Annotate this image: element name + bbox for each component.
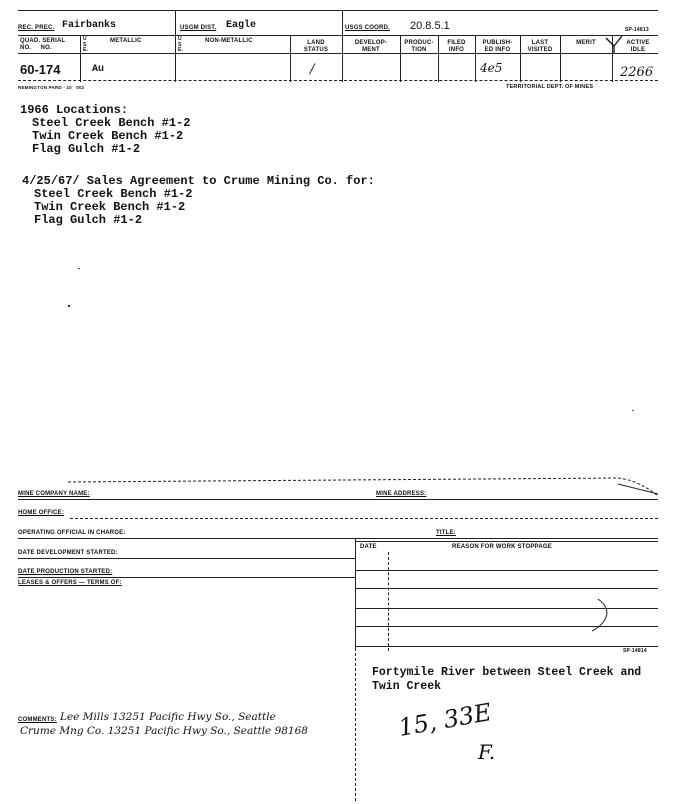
header-bottom-rule <box>18 80 658 81</box>
header-rule-2 <box>18 53 658 54</box>
location-item: Twin Creek Bench #1-2 <box>32 129 184 143</box>
location-item: Flag Gulch #1-2 <box>32 142 141 156</box>
development-heading: DEVELOP- MENT <box>354 40 388 53</box>
header-top-rule <box>18 10 658 11</box>
location-item: Steel Creek Bench #1-2 <box>32 116 191 130</box>
locations-block <box>20 104 190 156</box>
rule <box>18 558 355 559</box>
location-note: Fortymile River between Steel Creek and Twin Creek <box>372 666 642 693</box>
active-idle-value: 2266 <box>620 65 654 80</box>
rule <box>18 577 355 578</box>
scan-speck <box>632 410 634 411</box>
home-office-label: HOME OFFICE: <box>18 510 65 516</box>
scan-speck <box>78 268 80 269</box>
col-divider <box>290 35 291 82</box>
operating-official-label: OPERATING OFFICIAL IN CHARGE: <box>18 530 126 536</box>
reason-col-label: REASON FOR WORK STOPPAGE <box>452 544 552 550</box>
merit-heading: MERIT <box>576 40 596 46</box>
rule <box>70 518 658 519</box>
usgs-coord-value: 20.8.5.1 <box>410 20 450 32</box>
quad-serial-value: 60-174 <box>20 62 61 77</box>
rule <box>18 538 658 539</box>
handwritten-f: F. <box>478 740 496 764</box>
lower-divider <box>355 648 356 801</box>
mine-address-label: MINE ADDRESS: <box>376 491 427 497</box>
stoppage-border <box>355 538 356 648</box>
metallic-value: Au <box>92 64 105 75</box>
comment-line-2: Crume Mng Co. 13251 Pacific Hwy So., Seattle 98168 <box>20 725 308 737</box>
nonmetallic-flags: U S E. <box>178 36 184 53</box>
top-curl-rule <box>18 472 660 498</box>
col-divider <box>175 10 176 82</box>
scan-speck <box>68 305 70 307</box>
comment-line-1: Lee Mills 13251 Pacific Hwy So., Seattle <box>60 711 276 723</box>
rec-prec-label: REC. PREC. <box>18 25 55 31</box>
agreement-item: Twin Creek Bench #1-2 <box>34 200 186 214</box>
stoppage-row <box>355 588 658 589</box>
header-rule-1 <box>18 35 658 36</box>
title-label: TITLE: <box>436 530 456 536</box>
department-label: TERRITORIAL DEPT. OF MINES <box>506 84 594 90</box>
date-development-label: DATE DEVELOPMENT STARTED: <box>18 550 118 556</box>
stoppage-row <box>355 646 658 647</box>
date-production-label: DATE PRODUCTION STARTED: <box>18 569 113 575</box>
agreement-item: Flag Gulch #1-2 <box>34 213 143 227</box>
published-info-value: 4e5 <box>480 61 503 75</box>
usgs-dist-label: USGM DIST. <box>180 25 217 31</box>
form-number-bottom: SP-14814 <box>623 648 647 654</box>
usgs-dist-value: Eagle <box>226 20 257 31</box>
agreement-block <box>22 175 375 227</box>
land-status-value: / <box>310 62 315 77</box>
stoppage-row <box>355 570 658 571</box>
rec-prec-value: Fairbanks <box>62 20 117 31</box>
date-col-label: DATE <box>360 544 377 550</box>
last-visited-heading: LAST VISITED <box>527 40 553 53</box>
locations-title: 1966 Locations: <box>20 103 129 117</box>
agreement-item: Steel Creek Bench #1-2 <box>34 187 193 201</box>
rule <box>18 499 658 500</box>
metallic-flags: U S E. <box>83 36 89 53</box>
handwritten-coordinates: 15, 33E <box>396 698 494 742</box>
agreement-title: 4/25/67/ Sales Agreement to Crume Mining Co. for: <box>22 174 375 188</box>
published-info-heading: PUBLISH- ED INFO <box>482 40 513 53</box>
card-print-label: REMINGTON PARD - 10 002 <box>18 85 85 90</box>
usgs-coord-label: USGS COORD. <box>345 25 390 31</box>
mine-company-name-label: MINE COMPANY NAME: <box>18 491 90 497</box>
check-mark-icon <box>604 34 624 54</box>
stoppage-date-divider <box>388 552 389 651</box>
col-divider <box>80 35 81 82</box>
metallic-heading: METALLIC <box>110 38 142 44</box>
filed-info-heading: FILED INFO <box>447 40 466 53</box>
quad-serial-heading: QUAD. SERIAL NO. NO. <box>20 38 66 51</box>
active-idle-heading: ACTIVE IDLE <box>626 40 650 53</box>
leases-label: LEASES & OFFERS — TERMS OF: <box>18 580 122 586</box>
land-status-heading: LAND STATUS <box>303 40 329 53</box>
comments-label: COMMENTS: <box>18 717 57 723</box>
rule <box>355 541 658 542</box>
production-heading: PRODUC- TION <box>404 40 434 53</box>
form-number-top: SP-14813 <box>625 27 649 33</box>
nonmetallic-heading: NON-METALLIC <box>205 38 253 44</box>
bracket-mark-icon <box>590 595 620 635</box>
